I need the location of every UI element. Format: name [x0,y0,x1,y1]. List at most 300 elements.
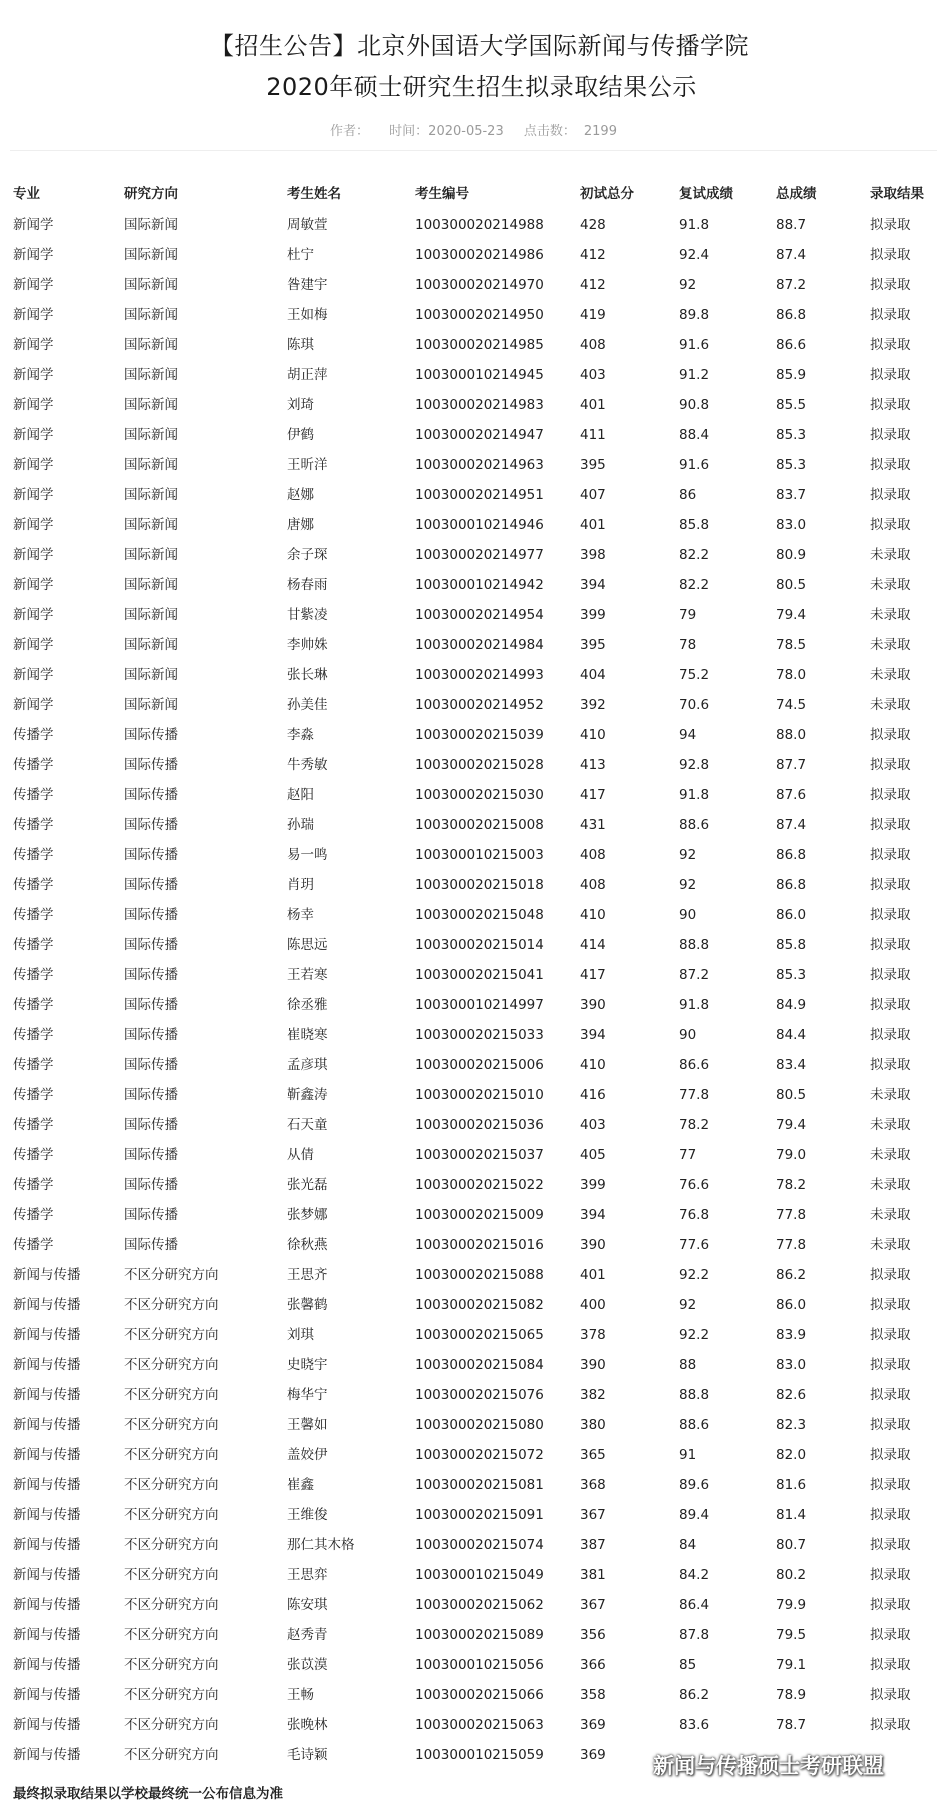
cell-id: 100300020214963 [415,457,544,473]
cell-result: 拟录取 [870,1267,911,1283]
cell-initial-score: 394 [580,1207,606,1223]
cell-name: 胡正萍 [287,367,328,383]
cell-name: 张馨鹤 [287,1297,328,1313]
cell-name: 张梦娜 [287,1207,328,1223]
cell-initial-score: 378 [580,1327,606,1343]
cell-name: 张光磊 [287,1177,328,1193]
header-id: 考生编号 [415,186,469,202]
table-row [0,690,947,720]
cell-direction: 国际传播 [124,817,178,833]
table-row [0,930,947,960]
table-row [0,210,947,240]
cell-id: 100300020215082 [415,1297,544,1313]
cell-result: 拟录取 [870,937,911,953]
cell-result: 拟录取 [870,1417,911,1433]
cell-major: 新闻与传播 [13,1717,81,1733]
cell-initial-score: 401 [580,517,606,533]
cell-major: 新闻与传播 [13,1297,81,1313]
cell-initial-score: 408 [580,337,606,353]
cell-name: 盖姣伊 [287,1447,328,1463]
cell-major: 新闻与传播 [13,1477,81,1493]
table-row [0,1170,947,1200]
cell-id: 100300020215033 [415,1027,544,1043]
cell-result: 拟录取 [870,457,911,473]
cell-direction: 国际新闻 [124,517,178,533]
cell-major: 传播学 [13,997,54,1013]
cell-initial-score: 431 [580,817,606,833]
cell-retest-score: 88.8 [679,937,710,953]
cell-retest-score: 88.6 [679,817,710,833]
cell-result: 未录取 [870,577,911,593]
cell-result: 拟录取 [870,727,911,743]
cell-name: 梅华宁 [287,1387,328,1403]
cell-direction: 不区分研究方向 [124,1477,219,1493]
cell-total-score: 78.2 [776,1177,807,1193]
cell-direction: 国际传播 [124,1147,178,1163]
table-row [0,510,947,540]
cell-result: 拟录取 [870,997,911,1013]
cell-total-score: 86.6 [776,337,807,353]
cell-initial-score: 417 [580,967,606,983]
cell-name: 靳鑫涛 [287,1087,328,1103]
cell-name: 孙瑞 [287,817,314,833]
cell-direction: 不区分研究方向 [124,1627,219,1643]
cell-id: 100300020215048 [415,907,544,923]
cell-retest-score: 76.6 [679,1177,710,1193]
cell-major: 传播学 [13,907,54,923]
cell-total-score: 85.3 [776,967,807,983]
cell-total-score: 80.9 [776,547,807,563]
cell-initial-score: 392 [580,697,606,713]
cell-total-score: 88.0 [776,727,807,743]
table-row [0,900,947,930]
table-row [0,540,947,570]
table-row [0,1230,947,1260]
cell-name: 史晓宇 [287,1357,328,1373]
cell-direction: 国际传播 [124,727,178,743]
cell-name: 陈安琪 [287,1597,328,1613]
cell-id: 100300020214952 [415,697,544,713]
cell-total-score: 86.8 [776,847,807,863]
cell-name: 从倩 [287,1147,314,1163]
cell-major: 新闻与传播 [13,1537,81,1553]
table-row [0,780,947,810]
cell-total-score: 74.5 [776,697,807,713]
cell-id: 100300020215091 [415,1507,544,1523]
cell-result: 拟录取 [870,847,911,863]
cell-total-score: 82.3 [776,1417,807,1433]
cell-major: 传播学 [13,1057,54,1073]
cell-result: 拟录取 [870,337,911,353]
cell-result: 未录取 [870,547,911,563]
cell-name: 张苡漠 [287,1657,328,1673]
cell-total-score: 88.7 [776,217,807,233]
click-count-label: 点击数： [523,124,576,139]
cell-major: 新闻与传播 [13,1687,81,1703]
cell-initial-score: 412 [580,277,606,293]
cell-initial-score: 368 [580,1477,606,1493]
cell-id: 100300020215022 [415,1177,544,1193]
cell-name: 王畅 [287,1687,314,1703]
cell-total-score: 80.5 [776,1087,807,1103]
cell-total-score: 87.4 [776,247,807,263]
table-row [0,1350,947,1380]
cell-direction: 国际传播 [124,847,178,863]
cell-result: 未录取 [870,697,911,713]
cell-name: 杨春雨 [287,577,328,593]
cell-initial-score: 407 [580,487,606,503]
cell-retest-score: 79 [679,607,697,623]
cell-major: 新闻学 [13,427,54,443]
cell-major: 新闻与传播 [13,1567,81,1583]
cell-id: 100300020214977 [415,547,544,563]
cell-retest-score: 87.8 [679,1627,710,1643]
cell-direction: 国际传播 [124,757,178,773]
cell-result: 未录取 [870,637,911,653]
cell-total-score: 87.2 [776,277,807,293]
cell-initial-score: 367 [580,1507,606,1523]
cell-name: 崔晓寒 [287,1027,328,1043]
cell-direction: 不区分研究方向 [124,1597,219,1613]
cell-retest-score: 86.4 [679,1597,710,1613]
cell-initial-score: 403 [580,1117,606,1133]
cell-total-score: 79.5 [776,1627,807,1643]
cell-name: 陈琪 [287,337,314,353]
cell-initial-score: 401 [580,397,606,413]
header-name: 考生姓名 [287,186,341,202]
cell-initial-score: 411 [580,427,606,443]
cell-total-score: 85.5 [776,397,807,413]
cell-direction: 不区分研究方向 [124,1327,219,1343]
cell-initial-score: 358 [580,1687,606,1703]
cell-total-score: 85.8 [776,937,807,953]
cell-result: 拟录取 [870,1477,911,1493]
cell-name: 王维俊 [287,1507,328,1523]
cell-major: 传播学 [13,817,54,833]
cell-retest-score: 92 [679,877,697,893]
cell-name: 周敏萱 [287,217,328,233]
table-row [0,240,947,270]
cell-name: 肖玥 [287,877,314,893]
cell-initial-score: 367 [580,1597,606,1613]
cell-result: 未录取 [870,1147,911,1163]
cell-direction: 不区分研究方向 [124,1657,219,1673]
footer-note: 最终拟录取结果以学校最终统一公布信息为准 [13,1786,283,1802]
table-row [0,720,947,750]
table-row [0,480,947,510]
cell-name: 徐丞雅 [287,997,328,1013]
cell-id: 100300020215084 [415,1357,544,1373]
cell-retest-score: 92.2 [679,1327,710,1343]
cell-direction: 国际新闻 [124,667,178,683]
cell-name: 那仁其木格 [287,1537,355,1553]
click-count: 2199 [583,124,617,139]
cell-major: 新闻学 [13,667,54,683]
cell-retest-score: 77.6 [679,1237,710,1253]
cell-initial-score: 405 [580,1147,606,1163]
cell-direction: 不区分研究方向 [124,1267,219,1283]
cell-id: 100300020215030 [415,787,544,803]
cell-id: 100300020215041 [415,967,544,983]
cell-initial-score: 366 [580,1657,606,1673]
cell-major: 新闻学 [13,697,54,713]
table-row [0,840,947,870]
table-row [0,1320,947,1350]
cell-direction: 不区分研究方向 [124,1507,219,1523]
cell-id: 100300020215009 [415,1207,544,1223]
cell-result: 未录取 [870,1117,911,1133]
header-total-score: 总成绩 [776,186,817,202]
cell-direction: 不区分研究方向 [124,1297,219,1313]
cell-initial-score: 410 [580,907,606,923]
cell-retest-score: 91.8 [679,217,710,233]
cell-total-score: 87.7 [776,757,807,773]
cell-initial-score: 399 [580,607,606,623]
article-meta [0,120,947,139]
cell-total-score: 79.4 [776,1117,807,1133]
cell-id: 100300010214946 [415,517,544,533]
cell-initial-score: 400 [580,1297,606,1313]
cell-major: 传播学 [13,967,54,983]
cell-total-score: 84.9 [776,997,807,1013]
cell-result: 拟录取 [870,817,911,833]
cell-total-score: 87.6 [776,787,807,803]
table-row [0,1020,947,1050]
cell-major: 新闻学 [13,637,54,653]
cell-direction: 国际新闻 [124,637,178,653]
page-title-line-1: 【招生公告】北京外国语大学国际新闻与传播学院 [210,32,749,60]
cell-total-score: 79.9 [776,1597,807,1613]
cell-total-score: 78.7 [776,1717,807,1733]
cell-id: 100300020215037 [415,1147,544,1163]
table-row [0,870,947,900]
cell-retest-score: 86 [679,487,697,503]
cell-result: 拟录取 [870,1357,911,1373]
cell-retest-score: 91.6 [679,337,710,353]
page-title-line-2: 2020年硕士研究生招生拟录取结果公示 [266,73,697,101]
cell-id: 100300020215016 [415,1237,544,1253]
cell-initial-score: 413 [580,757,606,773]
cell-retest-score: 92 [679,1297,697,1313]
cell-initial-score: 390 [580,997,606,1013]
cell-retest-score: 76.8 [679,1207,710,1223]
cell-id: 100300020214954 [415,607,544,623]
cell-name: 王思弈 [287,1567,328,1583]
cell-id: 100300020215039 [415,727,544,743]
cell-direction: 国际新闻 [124,397,178,413]
cell-total-score: 83.9 [776,1327,807,1343]
cell-id: 100300020215080 [415,1417,544,1433]
cell-retest-score: 92.2 [679,1267,710,1283]
cell-direction: 国际新闻 [124,307,178,323]
table-row [0,1380,947,1410]
cell-id: 100300020214951 [415,487,544,503]
cell-total-score: 81.6 [776,1477,807,1493]
cell-initial-score: 381 [580,1567,606,1583]
cell-result: 拟录取 [870,1537,911,1553]
cell-retest-score: 88 [679,1357,697,1373]
table-row [0,1290,947,1320]
cell-total-score: 84.4 [776,1027,807,1043]
table-row [0,1650,947,1680]
cell-retest-score: 85.8 [679,517,710,533]
cell-retest-score: 70.6 [679,697,710,713]
cell-total-score: 78.0 [776,667,807,683]
cell-direction: 不区分研究方向 [124,1447,219,1463]
cell-direction: 不区分研究方向 [124,1567,219,1583]
cell-total-score: 85.9 [776,367,807,383]
cell-name: 赵娜 [287,487,314,503]
cell-result: 拟录取 [870,307,911,323]
cell-id: 100300020215006 [415,1057,544,1073]
table-row [0,450,947,480]
table-row [0,1590,947,1620]
cell-initial-score: 380 [580,1417,606,1433]
table-row [0,630,947,660]
cell-major: 传播学 [13,1207,54,1223]
table-row [0,1530,947,1560]
table-row [0,420,947,450]
cell-retest-score: 88.6 [679,1417,710,1433]
cell-major: 新闻与传播 [13,1627,81,1643]
cell-retest-score: 94 [679,727,697,743]
cell-major: 新闻与传播 [13,1507,81,1523]
cell-name: 赵秀青 [287,1627,328,1643]
cell-major: 新闻与传播 [13,1447,81,1463]
cell-retest-score: 86.2 [679,1687,710,1703]
cell-direction: 国际新闻 [124,487,178,503]
table-row [0,1200,947,1230]
cell-initial-score: 395 [580,637,606,653]
cell-total-score: 86.2 [776,1267,807,1283]
cell-id: 100300020215074 [415,1537,544,1553]
cell-result: 拟录取 [870,787,911,803]
cell-initial-score: 387 [580,1537,606,1553]
cell-direction: 国际新闻 [124,247,178,263]
cell-initial-score: 369 [580,1747,606,1763]
cell-name: 赵阳 [287,787,314,803]
wechat-watermark [623,1749,884,1783]
cell-retest-score: 82.2 [679,577,710,593]
cell-name: 张晚林 [287,1717,328,1733]
table-row [0,1710,947,1740]
table-row [0,1470,947,1500]
cell-name: 王思齐 [287,1267,328,1283]
cell-id: 100300020214950 [415,307,544,323]
cell-initial-score: 403 [580,367,606,383]
cell-result: 拟录取 [870,877,911,893]
cell-initial-score: 356 [580,1627,606,1643]
cell-direction: 不区分研究方向 [124,1747,219,1763]
cell-result: 未录取 [870,1207,911,1223]
cell-major: 新闻学 [13,607,54,623]
cell-name: 毛诗颖 [287,1747,328,1763]
cell-name: 余子琛 [287,547,328,563]
cell-id: 100300020215072 [415,1447,544,1463]
table-row [0,1440,947,1470]
cell-total-score: 78.5 [776,637,807,653]
cell-direction: 国际传播 [124,907,178,923]
cell-name: 孙美佳 [287,697,328,713]
cell-initial-score: 382 [580,1387,606,1403]
cell-result: 拟录取 [870,1657,911,1673]
cell-name: 杨幸 [287,907,314,923]
cell-id: 100300020215036 [415,1117,544,1133]
cell-major: 新闻与传播 [13,1327,81,1343]
cell-total-score: 81.4 [776,1507,807,1523]
cell-major: 传播学 [13,1147,54,1163]
cell-name: 昝建宇 [287,277,328,293]
cell-initial-score: 365 [580,1447,606,1463]
cell-retest-score: 92 [679,277,697,293]
cell-total-score: 80.5 [776,577,807,593]
cell-major: 新闻学 [13,247,54,263]
cell-total-score: 83.4 [776,1057,807,1073]
cell-result: 拟录取 [870,1027,911,1043]
table-row [0,1410,947,1440]
cell-total-score: 82.6 [776,1387,807,1403]
cell-initial-score: 394 [580,1027,606,1043]
cell-retest-score: 89.8 [679,307,710,323]
cell-retest-score: 90 [679,907,697,923]
cell-retest-score: 88.8 [679,1387,710,1403]
cell-retest-score: 87.2 [679,967,710,983]
cell-id: 100300020215065 [415,1327,544,1343]
cell-direction: 国际新闻 [124,277,178,293]
cell-result: 拟录取 [870,247,911,263]
cell-id: 100300020214993 [415,667,544,683]
cell-direction: 不区分研究方向 [124,1387,219,1403]
cell-initial-score: 401 [580,1267,606,1283]
cell-major: 传播学 [13,787,54,803]
table-row [0,1620,947,1650]
cell-result: 拟录取 [870,1447,911,1463]
cell-result: 拟录取 [870,217,911,233]
table-row [0,1560,947,1590]
cell-total-score: 77.8 [776,1207,807,1223]
cell-total-score: 85.3 [776,457,807,473]
cell-major: 新闻学 [13,277,54,293]
cell-major: 传播学 [13,757,54,773]
table-row [0,990,947,1020]
cell-id: 100300020215018 [415,877,544,893]
cell-retest-score: 75.2 [679,667,710,683]
cell-initial-score: 395 [580,457,606,473]
cell-major: 传播学 [13,937,54,953]
cell-initial-score: 417 [580,787,606,803]
cell-direction: 国际传播 [124,877,178,893]
header-initial-score: 初试总分 [580,186,634,202]
table-row [0,1260,947,1290]
cell-retest-score: 91.2 [679,367,710,383]
cell-major: 新闻学 [13,307,54,323]
cell-direction: 国际新闻 [124,547,178,563]
cell-id: 100300020215066 [415,1687,544,1703]
cell-direction: 国际传播 [124,1237,178,1253]
cell-major: 新闻学 [13,367,54,383]
cell-major: 新闻与传播 [13,1657,81,1673]
cell-major: 新闻学 [13,577,54,593]
cell-result: 拟录取 [870,1057,911,1073]
cell-total-score: 86.8 [776,307,807,323]
table-row [0,1050,947,1080]
cell-result: 拟录取 [870,1717,911,1733]
cell-initial-score: 408 [580,877,606,893]
cell-retest-score: 86.6 [679,1057,710,1073]
cell-id: 100300020215089 [415,1627,544,1643]
cell-id: 100300010215056 [415,1657,544,1673]
cell-id: 100300020214988 [415,217,544,233]
